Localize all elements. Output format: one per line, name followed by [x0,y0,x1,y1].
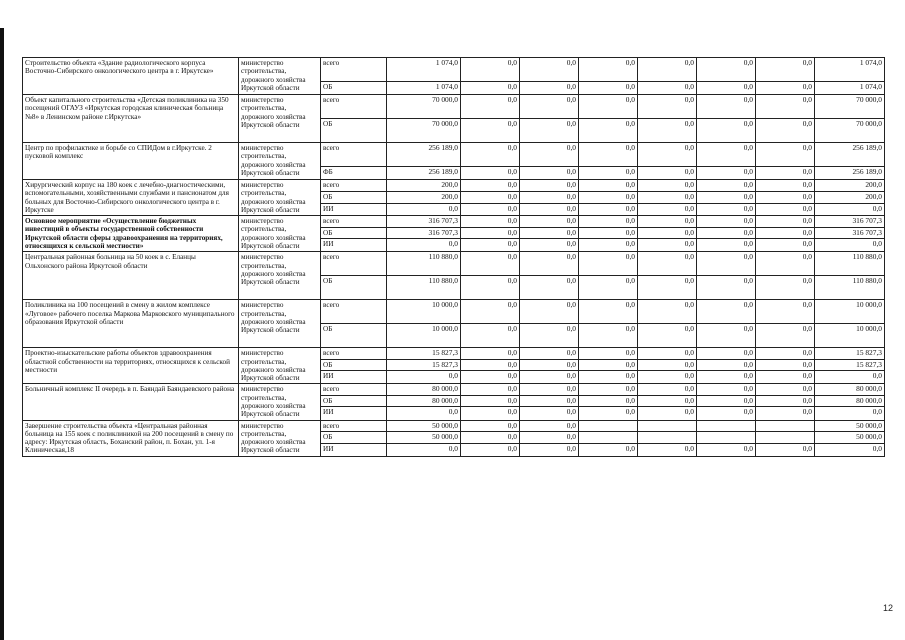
value-cell: 0,0 [697,359,756,371]
funding-source-cell: ОБ [321,395,387,407]
value-cell: 0,0 [638,407,697,420]
value-cell: 0,0 [638,167,697,180]
value-cell: 0,0 [697,239,756,252]
value-cell: 0,0 [697,227,756,239]
value-cell: 0,0 [697,252,756,276]
value-cell: 316 707,3 [387,227,461,239]
total-value-cell: 1 074,0 [815,58,885,82]
funding-source-cell: всего [321,300,387,324]
value-cell: 0,0 [520,239,579,252]
value-cell: 0,0 [461,227,520,239]
value-cell: 0,0 [756,348,815,360]
value-cell: 0,0 [461,143,520,167]
value-cell: 0,0 [756,180,815,192]
total-value-cell: 70 000,0 [815,119,885,143]
value-cell: 0,0 [638,216,697,228]
value-cell: 0,0 [579,395,638,407]
value-cell: 0,0 [756,192,815,204]
executor-cell: министерство строительства, дорожного хозяйства Иркутской области [239,143,321,180]
object-name-cell: Центральная районная больница на 50 коек в с. Еланцы Ольхонского района Иркутской области [23,252,239,300]
value-cell: 0,0 [461,359,520,371]
total-value-cell: 0,0 [815,371,885,384]
value-cell: 0,0 [756,359,815,371]
executor-cell: министерство строительства, дорожного хозяйства Иркутской области [239,95,321,143]
executor-cell: министерство строительства, дорожного хозяйства Иркутской области [239,180,321,216]
value-cell [697,432,756,444]
total-value-cell: 0,0 [815,204,885,216]
object-name-cell: Поликлиника на 100 посещений в смену в жилом комплексе «Луговое» рабочего поселка Маркова Марковского муниципального образования Иркутской области [23,300,239,348]
value-cell: 0,0 [756,300,815,324]
total-value-cell: 256 189,0 [815,143,885,167]
value-cell: 0,0 [579,348,638,360]
value-cell: 0,0 [638,252,697,276]
funding-source-cell: ОБ [321,192,387,204]
funding-source-cell: всего [321,143,387,167]
value-cell: 0,0 [520,432,579,444]
value-cell: 0,0 [461,58,520,82]
value-cell: 0,0 [387,239,461,252]
funding-source-cell: всего [321,420,387,432]
total-value-cell: 15 827,3 [815,359,885,371]
value-cell: 0,0 [387,371,461,384]
table-row [23,384,885,396]
value-cell: 0,0 [520,300,579,324]
object-name-cell: Строительство объекта «Здание радиологического корпуса Восточно-Сибирского онкологического центра в г. Иркутске» [23,58,239,95]
page-edge-bar [0,28,4,640]
value-cell: 0,0 [638,443,697,456]
value-cell: 0,0 [579,359,638,371]
value-cell: 0,0 [520,371,579,384]
value-cell: 0,0 [461,180,520,192]
total-value-cell: 1 074,0 [815,82,885,95]
value-cell: 0,0 [461,276,520,300]
value-cell: 0,0 [579,143,638,167]
value-cell: 0,0 [520,420,579,432]
total-value-cell: 0,0 [815,239,885,252]
value-cell: 0,0 [697,216,756,228]
total-value-cell: 110 880,0 [815,276,885,300]
value-cell: 0,0 [520,443,579,456]
value-cell: 0,0 [697,82,756,95]
funding-source-cell: всего [321,384,387,396]
object-name-cell: Центр по профилактике и борьбе со СПИДом в г.Иркутске. 2 пусковой комплекс [23,143,239,180]
value-cell [638,432,697,444]
value-cell [579,420,638,432]
value-cell: 0,0 [756,119,815,143]
value-cell: 0,0 [638,227,697,239]
value-cell: 0,0 [520,204,579,216]
value-cell: 0,0 [520,143,579,167]
total-value-cell: 50 000,0 [815,432,885,444]
value-cell: 0,0 [520,359,579,371]
value-cell: 0,0 [756,216,815,228]
value-cell: 1 074,0 [387,82,461,95]
executor-cell: министерство строительства, дорожного хозяйства Иркутской области [239,252,321,300]
funding-source-cell: всего [321,216,387,228]
funding-source-cell: всего [321,58,387,82]
object-name-cell: Основное мероприятие «Осуществление бюджетных инвестиций в объекты государственной собственности Иркутской области сферы здравоохранения на территориях, относящихся к сельской местности» [23,216,239,252]
value-cell [697,420,756,432]
value-cell: 0,0 [756,252,815,276]
value-cell: 0,0 [520,407,579,420]
value-cell: 0,0 [387,443,461,456]
value-cell: 0,0 [697,384,756,396]
value-cell: 0,0 [579,180,638,192]
value-cell: 0,0 [638,58,697,82]
funding-source-cell: ИИ [321,204,387,216]
value-cell: 0,0 [638,348,697,360]
total-value-cell: 316 707,3 [815,216,885,228]
value-cell: 0,0 [697,395,756,407]
value-cell: 0,0 [756,276,815,300]
value-cell: 0,0 [461,420,520,432]
value-cell: 200,0 [387,192,461,204]
value-cell: 0,0 [697,143,756,167]
value-cell: 0,0 [579,216,638,228]
value-cell: 0,0 [579,443,638,456]
value-cell: 10 000,0 [387,300,461,324]
value-cell: 0,0 [579,204,638,216]
value-cell: 0,0 [579,227,638,239]
value-cell: 50 000,0 [387,420,461,432]
funding-source-cell: ФБ [321,167,387,180]
value-cell: 15 827,3 [387,359,461,371]
funding-source-cell: ИИ [321,443,387,456]
value-cell: 0,0 [461,95,520,119]
object-name-cell: Проектно-изыскательские работы объектов здравоохранения областной собственности на территориях, относящихся к сельской местности [23,348,239,384]
value-cell: 0,0 [638,95,697,119]
value-cell: 0,0 [638,192,697,204]
value-cell: 0,0 [638,300,697,324]
funding-source-cell: ОБ [321,359,387,371]
funding-source-cell: всего [321,252,387,276]
funding-source-cell: ИИ [321,239,387,252]
value-cell: 0,0 [520,58,579,82]
executor-cell: министерство строительства, дорожного хозяйства Иркутской области [239,216,321,252]
value-cell: 0,0 [697,300,756,324]
value-cell: 256 189,0 [387,143,461,167]
value-cell: 0,0 [756,143,815,167]
total-value-cell: 0,0 [815,407,885,420]
value-cell: 0,0 [697,192,756,204]
table-row [23,300,885,324]
value-cell: 0,0 [520,180,579,192]
funding-source-cell: ИИ [321,371,387,384]
funding-source-cell: ОБ [321,119,387,143]
value-cell: 0,0 [579,192,638,204]
value-cell: 0,0 [638,371,697,384]
value-cell: 0,0 [638,276,697,300]
budget-table [22,57,885,457]
table-row [23,58,885,82]
value-cell: 0,0 [756,443,815,456]
value-cell: 0,0 [461,82,520,95]
value-cell: 110 880,0 [387,252,461,276]
total-value-cell: 200,0 [815,192,885,204]
value-cell: 0,0 [579,58,638,82]
value-cell: 0,0 [461,167,520,180]
value-cell: 0,0 [697,204,756,216]
funding-source-cell: всего [321,95,387,119]
funding-source-cell: ИИ [321,407,387,420]
value-cell: 0,0 [697,167,756,180]
value-cell: 0,0 [697,324,756,348]
value-cell: 80 000,0 [387,395,461,407]
value-cell: 0,0 [520,167,579,180]
object-name-cell: Завершение строительства объекта «Центральная районная больница на 155 коек с поликлиникой на 200 посещений в смену по адресу: Иркутская область, Боханский район, п. Бохан, ул. 1-я Клиническая,18 [23,420,239,456]
value-cell: 0,0 [638,324,697,348]
value-cell: 0,0 [756,82,815,95]
table-row [23,180,885,192]
value-cell: 0,0 [638,204,697,216]
value-cell: 0,0 [579,407,638,420]
value-cell [579,432,638,444]
value-cell: 0,0 [579,300,638,324]
page-number: 12 [882,603,893,613]
value-cell: 0,0 [638,143,697,167]
total-value-cell: 110 880,0 [815,252,885,276]
value-cell [638,420,697,432]
value-cell: 0,0 [756,324,815,348]
value-cell: 0,0 [520,395,579,407]
value-cell: 0,0 [461,432,520,444]
value-cell: 0,0 [638,359,697,371]
value-cell: 0,0 [461,324,520,348]
value-cell: 0,0 [520,82,579,95]
value-cell: 0,0 [697,180,756,192]
value-cell: 0,0 [579,371,638,384]
value-cell: 0,0 [520,276,579,300]
value-cell: 0,0 [461,192,520,204]
object-name-cell: Больничный комплекс II очередь в п. Баяндай Баяндаевского района [23,384,239,420]
value-cell: 0,0 [579,239,638,252]
executor-cell: министерство строительства, дорожного хозяйства Иркутской области [239,300,321,348]
object-name-cell: Хирургический корпус на 180 коек с лечебно-диагностическими, вспомогательными, хозяйственными службами и пансионатом для больных для Восточно-Сибирского онкологического центра в г. Иркутске [23,180,239,216]
value-cell: 0,0 [638,180,697,192]
budget-sheet [22,57,884,457]
total-value-cell: 50 000,0 [815,420,885,432]
funding-source-cell: ОБ [321,432,387,444]
value-cell: 0,0 [461,384,520,396]
total-value-cell: 15 827,3 [815,348,885,360]
value-cell: 0,0 [638,119,697,143]
value-cell: 0,0 [756,407,815,420]
total-value-cell: 10 000,0 [815,324,885,348]
value-cell: 0,0 [520,324,579,348]
value-cell: 50 000,0 [387,432,461,444]
value-cell: 0,0 [756,395,815,407]
value-cell: 200,0 [387,180,461,192]
value-cell: 0,0 [579,167,638,180]
value-cell: 0,0 [461,204,520,216]
value-cell: 0,0 [756,384,815,396]
total-value-cell: 316 707,3 [815,227,885,239]
total-value-cell: 80 000,0 [815,395,885,407]
value-cell: 0,0 [520,384,579,396]
table-row [23,420,885,432]
value-cell: 0,0 [756,227,815,239]
total-value-cell: 70 000,0 [815,95,885,119]
value-cell: 0,0 [520,216,579,228]
value-cell: 0,0 [461,239,520,252]
value-cell: 0,0 [387,204,461,216]
value-cell: 0,0 [520,348,579,360]
value-cell: 0,0 [756,58,815,82]
value-cell: 0,0 [461,443,520,456]
value-cell: 0,0 [697,276,756,300]
value-cell: 0,0 [520,95,579,119]
value-cell: 0,0 [638,384,697,396]
value-cell: 0,0 [461,348,520,360]
value-cell: 0,0 [520,252,579,276]
value-cell: 0,0 [638,395,697,407]
executor-cell: министерство строительства, дорожного хозяйства Иркутской области [239,384,321,420]
value-cell: 0,0 [579,384,638,396]
funding-source-cell: ОБ [321,82,387,95]
object-name-cell: Объект капитального строительства «Детская поликлиника на 350 посещений ОГАУЗ «Иркутская городская клиническая больница №8» в Ленинском районе г.Иркутска» [23,95,239,143]
value-cell: 0,0 [387,407,461,420]
value-cell: 0,0 [638,82,697,95]
value-cell: 0,0 [579,324,638,348]
value-cell: 0,0 [461,300,520,324]
value-cell: 0,0 [697,58,756,82]
value-cell: 0,0 [461,407,520,420]
funding-source-cell: ОБ [321,276,387,300]
executor-cell: министерство строительства, дорожного хозяйства Иркутской области [239,420,321,456]
funding-source-cell: ОБ [321,324,387,348]
value-cell: 10 000,0 [387,324,461,348]
value-cell: 0,0 [579,95,638,119]
value-cell: 80 000,0 [387,384,461,396]
value-cell: 0,0 [756,371,815,384]
value-cell [756,420,815,432]
value-cell: 0,0 [579,276,638,300]
value-cell: 316 707,3 [387,216,461,228]
value-cell: 0,0 [461,371,520,384]
value-cell: 15 827,3 [387,348,461,360]
value-cell: 0,0 [697,348,756,360]
value-cell: 0,0 [697,443,756,456]
value-cell: 0,0 [520,192,579,204]
table-row [23,348,885,360]
table-row [23,252,885,276]
value-cell: 0,0 [461,252,520,276]
value-cell: 0,0 [579,119,638,143]
value-cell: 0,0 [520,227,579,239]
value-cell: 0,0 [461,119,520,143]
value-cell: 0,0 [697,407,756,420]
value-cell: 0,0 [520,119,579,143]
value-cell: 110 880,0 [387,276,461,300]
value-cell: 0,0 [579,252,638,276]
table-row [23,216,885,228]
total-value-cell: 256 189,0 [815,167,885,180]
value-cell: 70 000,0 [387,95,461,119]
value-cell: 0,0 [697,119,756,143]
value-cell: 0,0 [579,82,638,95]
value-cell: 0,0 [697,371,756,384]
funding-source-cell: всего [321,348,387,360]
value-cell: 0,0 [756,239,815,252]
total-value-cell: 200,0 [815,180,885,192]
value-cell: 0,0 [756,204,815,216]
value-cell: 0,0 [697,95,756,119]
value-cell: 0,0 [756,167,815,180]
value-cell: 0,0 [756,95,815,119]
value-cell: 0,0 [461,395,520,407]
value-cell: 0,0 [461,216,520,228]
value-cell: 0,0 [638,239,697,252]
executor-cell: министерство строительства, дорожного хозяйства Иркутской области [239,58,321,95]
value-cell: 256 189,0 [387,167,461,180]
value-cell [756,432,815,444]
value-cell: 1 074,0 [387,58,461,82]
total-value-cell: 0,0 [815,443,885,456]
total-value-cell: 80 000,0 [815,384,885,396]
executor-cell: министерство строительства, дорожного хозяйства Иркутской области [239,348,321,384]
funding-source-cell: всего [321,180,387,192]
funding-source-cell: ОБ [321,227,387,239]
value-cell: 70 000,0 [387,119,461,143]
table-row [23,95,885,119]
total-value-cell: 10 000,0 [815,300,885,324]
table-row [23,143,885,167]
